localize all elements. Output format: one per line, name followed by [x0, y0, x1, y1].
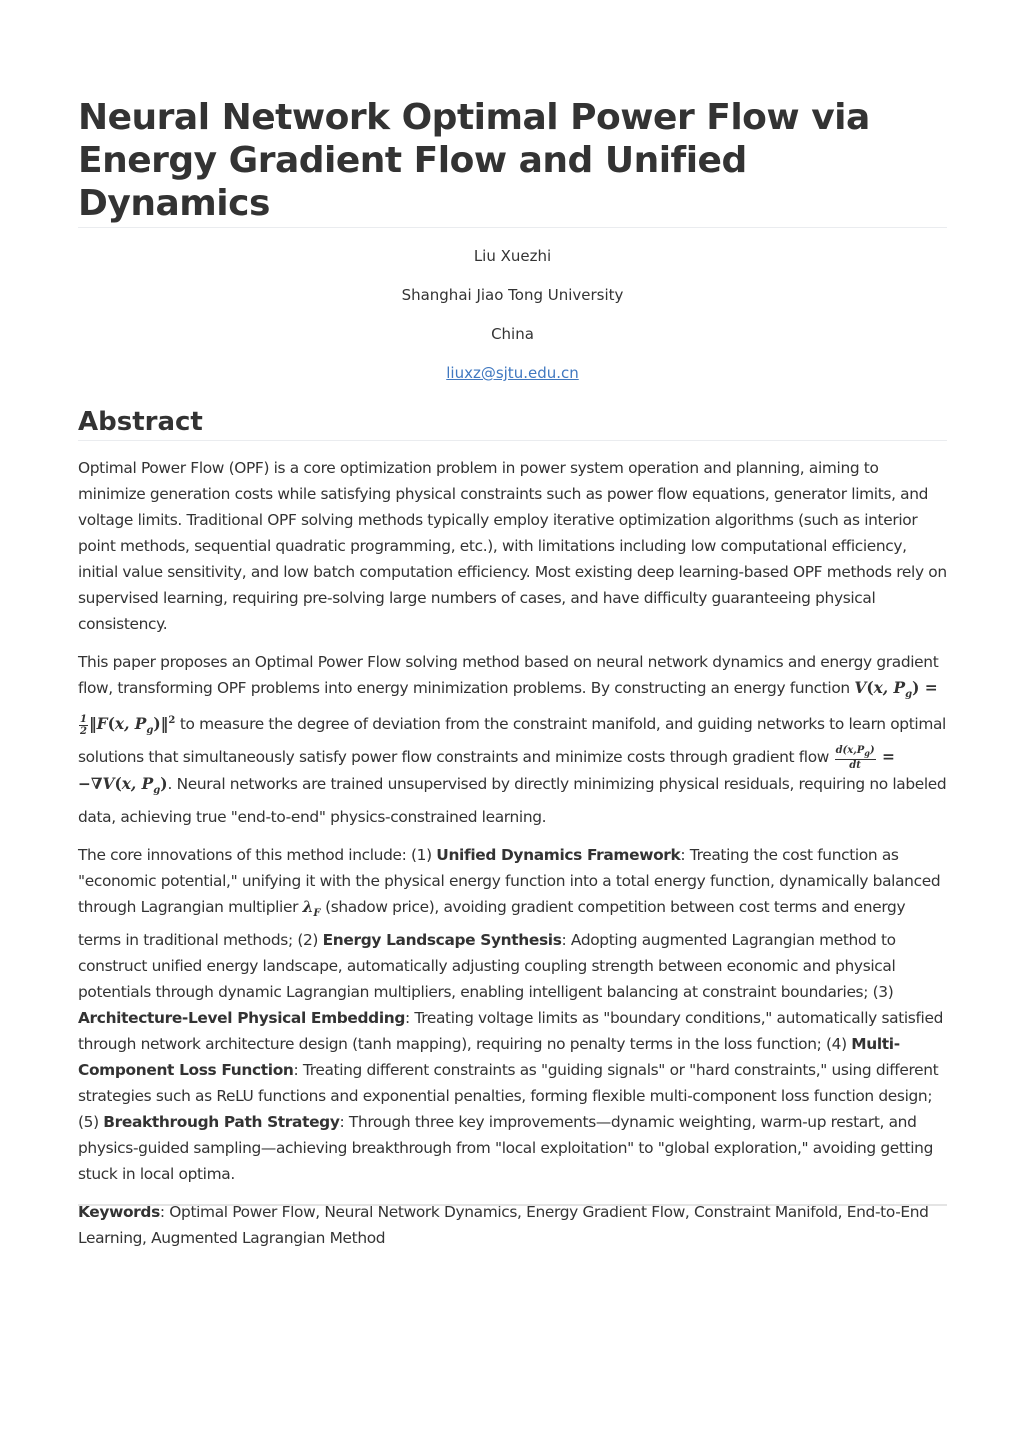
p2-text-c: . Neural networks are trained unsupervised by directly minimizing physical residuals, requiring no labeled data, achieving true "end-to-end" physics-constrained learning. [78, 775, 947, 827]
paper-page [78, 96, 947, 1263]
innovation-4-label: Multi-Component Loss Function [78, 1035, 900, 1080]
p3-text-4: : Treating different constraints as "guiding signals" or "hard constraints," using different strategies such as ReLU functions and exponential penalties, forming flexible multi-component loss function design; (5) [78, 1061, 939, 1132]
section-divider [78, 1204, 947, 1206]
p3-text-2: : Adopting augmented Lagrangian method to construct unified energy landscape, automatically adjusting coupling strength between economic and physical potentials through dynamic Lagrangian multipliers, enabling intelligent balancing at constraint boundaries; (3) [78, 931, 896, 1002]
p3-text-3: : Treating voltage limits as "boundary conditions," automatically satisfied through network architecture design (tanh mapping), requiring no penalty terms in the loss function; (4) [78, 1009, 944, 1054]
abstract-heading: Abstract [78, 404, 947, 441]
author-name: Liu Xuezhi [473, 247, 552, 265]
p3-text-0: The core innovations of this method include: (1) [78, 846, 437, 865]
keywords-label: Keywords [78, 1203, 160, 1222]
paper-title: Neural Network Optimal Power Flow via Energy Gradient Flow and Unified Dynamics [78, 96, 947, 228]
abstract-body [78, 455, 947, 1251]
innovation-3-label: Architecture-Level Physical Embedding [78, 1009, 406, 1028]
author-block [78, 246, 947, 384]
p2-text-a: This paper proposes an Optimal Power Flow solving method based on neural network dynamics and energy gradient flow, transforming OPF problems into energy minimization problems. By constructing an energy function [78, 653, 939, 697]
gradient-flow-formula: $\frac{d(x,P_g)}{dt}$ = −∇V(x, $P_g$) [78, 745, 895, 797]
abstract-paragraph-3 [78, 842, 947, 1187]
lagrange-multiplier-symbol: $\lambda_F$ [302, 898, 321, 920]
keywords-list: : Optimal Power Flow, Neural Network Dynamics, Energy Gradient Flow, Constraint Manifold, End-to-End Learning, Augmented Lagrangian Method [78, 1203, 929, 1248]
p3-text-1: : Treating the cost function as "economic potential," unifying it with the physical energy function into a total energy function, dynamically balanced through Lagrangian multiplier [78, 846, 941, 917]
abstract-paragraph-1: Optimal Power Flow (OPF) is a core optimization problem in power system operation and planning, aiming to minimize generation costs while satisfying physical constraints such as power flow equations, generator limits, and voltage limits. Traditional OPF solving methods typically employ iterative optimization algorithms (such as interior point methods, sequential quadratic programming, etc.), with limitations including low computational efficiency, initial value sensitivity, and low batch computation efficiency. Most existing deep learning-based OPF methods rely on supervised learning, requiring pre-solving large numbers of cases, and have difficulty guaranteeing physical consistency. [78, 459, 947, 633]
author-email-link[interactable]: liuxz@sjtu.edu.cn [446, 364, 579, 382]
author-country: China [491, 325, 534, 343]
energy-function-formula: V(x, $P_g$) = $\frac{1}{2}$ ‖F(x, $P_g)‖^2$ [80, 679, 938, 737]
keywords-paragraph [78, 1199, 947, 1251]
p2-text-b: to measure the degree of deviation from the constraint manifold, and guiding networks to learn optimal solutions that simultaneously satisfy power flow constraints and minimize costs through gradient flow [78, 715, 946, 767]
innovation-2-label: Energy Landscape Synthesis [322, 931, 562, 950]
author-affiliation: Shanghai Jiao Tong University [401, 286, 624, 304]
abstract-paragraph-2 [78, 649, 947, 830]
innovation-5-label: Breakthrough Path Strategy [103, 1113, 340, 1132]
innovation-1-label: Unified Dynamics Framework [436, 846, 681, 865]
author-email-line [78, 363, 947, 384]
p3-text-5: : Through three key improvements—dynamic weighting, warm-up restart, and physics-guided sampling—achieving breakthrough from "local exploitation" to "global exploration," avoiding getting stuck in local optima. [78, 1113, 933, 1184]
p3-text-1b: (shadow price), avoiding gradient competition between cost terms and energy terms in traditional methods; (2) [78, 898, 906, 950]
